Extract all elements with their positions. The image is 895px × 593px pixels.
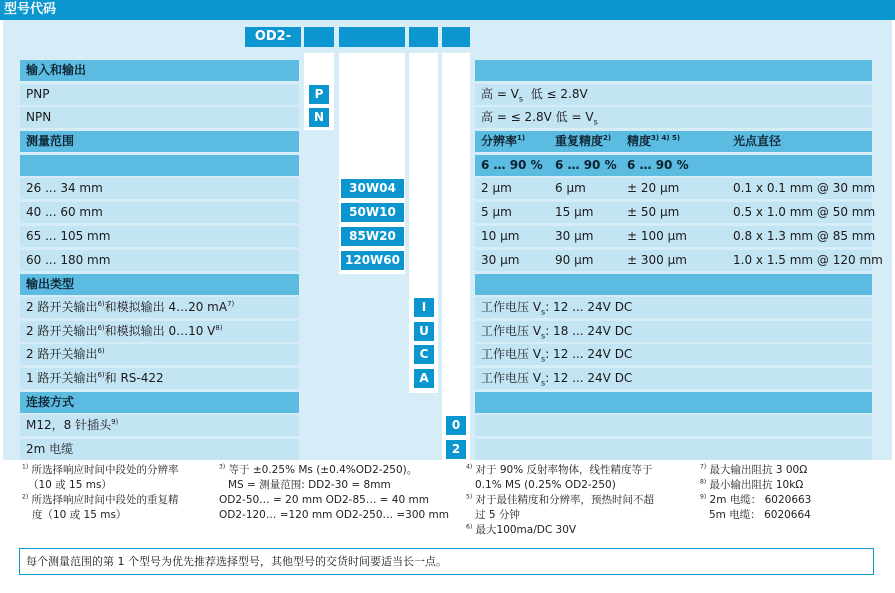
code-badge-conn: 2 xyxy=(446,440,466,459)
code-badge-io: P xyxy=(309,85,329,104)
npn-label: NPN xyxy=(20,107,299,128)
output-row: 2 路开关输出$^{6)}$和模拟输出 0…10 $V^{8)}$ xyxy=(20,321,299,342)
voltage-row: 工作电压 $V_s$: 12 ... 24V DC xyxy=(475,297,872,318)
code-badge-range: 120W60 xyxy=(341,251,404,270)
code-prefix-box: OD2- xyxy=(245,27,301,47)
range-row: 60 ... 180 mm xyxy=(20,250,299,271)
page-title: 型号代码 xyxy=(0,0,895,20)
io-header: 输入和输出 xyxy=(20,60,299,81)
code-badge-output: U xyxy=(414,322,434,341)
output-code-column xyxy=(409,53,438,393)
code-slot-io xyxy=(304,27,334,47)
spec-row: 5 µm 15 µm ± 50 µm 0.5 x 1.0 mm @ 50 mm xyxy=(475,202,872,223)
spec-row: 30 µm 90 µm ± 300 µm 1.0 x 1.5 mm @ 120 mm xyxy=(475,250,872,271)
range-blank-row xyxy=(20,155,299,176)
range-header: 测量范围 xyxy=(20,131,299,152)
conn-row: 2m 电缆 xyxy=(20,439,299,460)
voltage-row: 工作电压 $V_s$: 12 ... 24V DC xyxy=(475,368,872,389)
code-badge-output: A xyxy=(414,369,434,388)
code-badge-range: 50W10 xyxy=(341,203,404,222)
conn-header: 连接方式 xyxy=(20,392,299,413)
conn-code-column xyxy=(442,53,470,460)
code-slot-conn xyxy=(442,27,470,47)
output-header: 输出类型 xyxy=(20,274,299,295)
pnp-spec: 高 = $V_s$ 低 ≤ 2.8V xyxy=(475,84,872,105)
code-slot-output xyxy=(409,27,438,47)
npn-spec: 高 = ≤ 2.8V 低 = $V_s$ xyxy=(475,107,872,128)
range-row: 26 ... 34 mm xyxy=(20,178,299,199)
footnotes-col-1: $^{1)}$ 所选择响应时间中段处的分辨率 （10 或 15 ms） $^{2)}$ 所选择响应时间中段处的重复精 度（10 或 15 ms） xyxy=(22,463,179,521)
code-badge-io: N xyxy=(309,108,329,127)
code-badge-output: C xyxy=(414,345,434,364)
right-output-header xyxy=(475,274,872,295)
footnotes-col-4: $^{7)}$ 最大输出阻抗 3 00Ω $^{8)}$ 最小输出阻抗 10kΩ $^{9)}$ 2m 电缆： 6020663 5m 电缆： 6020664 xyxy=(700,463,812,521)
code-badge-range: 85W20 xyxy=(341,227,404,246)
right-conn-row xyxy=(475,415,872,436)
spec-header-row: 分辨率$^{1)}$ 重复精度$^{2)}$ 精度$^{3) 4) 5)}$ 光点直径 xyxy=(475,131,872,152)
code-badge-output: I xyxy=(414,298,434,317)
right-conn-header xyxy=(475,392,872,413)
right-conn-row xyxy=(475,439,872,460)
code-slot-range xyxy=(339,27,405,47)
code-badge-range: 30W04 xyxy=(341,179,404,198)
reflectance-row: 6 … 90 % 6 … 90 % 6 … 90 % xyxy=(475,155,872,176)
voltage-row: 工作电压 $V_s$: 18 ... 24V DC xyxy=(475,321,872,342)
pnp-label: PNP xyxy=(20,84,299,105)
code-badge-conn: 0 xyxy=(446,416,466,435)
conn-row: M12，8 针插头$^{9)}$ xyxy=(20,415,299,436)
right-io-header xyxy=(475,60,872,81)
output-row: 2 路开关输出$^{6)}$和模拟输出 4…20 $mA^{7)}$ xyxy=(20,297,299,318)
output-row: 1 路开关输出$^{6)}$和 RS-422 xyxy=(20,368,299,389)
range-row: 40 ... 60 mm xyxy=(20,202,299,223)
range-row: 65 ... 105 mm xyxy=(20,226,299,247)
spec-row: 10 µm 30 µm ± 100 µm 0.8 x 1.3 mm @ 85 mm xyxy=(475,226,872,247)
spec-row: 2 µm 6 µm ± 20 µm 0.1 x 0.1 mm @ 30 mm xyxy=(475,178,872,199)
footnotes-col-2: $^{3)}$ 等于 ±0.25% Ms (±0.4%OD2-250)。 MS = 测量范围: DD2-30 = 8mm OD2-50… = 20 mm OD2-85… = 40 mm OD2-120… =120 mm OD2-250… =300 mm xyxy=(219,463,450,521)
bottom-note: 每个测量范围的第 1 个型号为优先推荐选择型号，其他型号的交货时间要适当长一点。 xyxy=(19,548,874,575)
voltage-row: 工作电压 $V_s$: 12 ... 24V DC xyxy=(475,344,872,365)
footnotes-col-3: $^{4)}$ 对于 90% 反射率物体，线性精度等于 0.1% MS (0.25% OD2-250) $^{5)}$ 对于最佳精度和分辨率，预热时间不超 过 5 分钟 $^{6)}$ 最大100ma/DC 30V xyxy=(466,463,655,536)
output-row: 2 路开关输出$^{6)}$ xyxy=(20,344,299,365)
